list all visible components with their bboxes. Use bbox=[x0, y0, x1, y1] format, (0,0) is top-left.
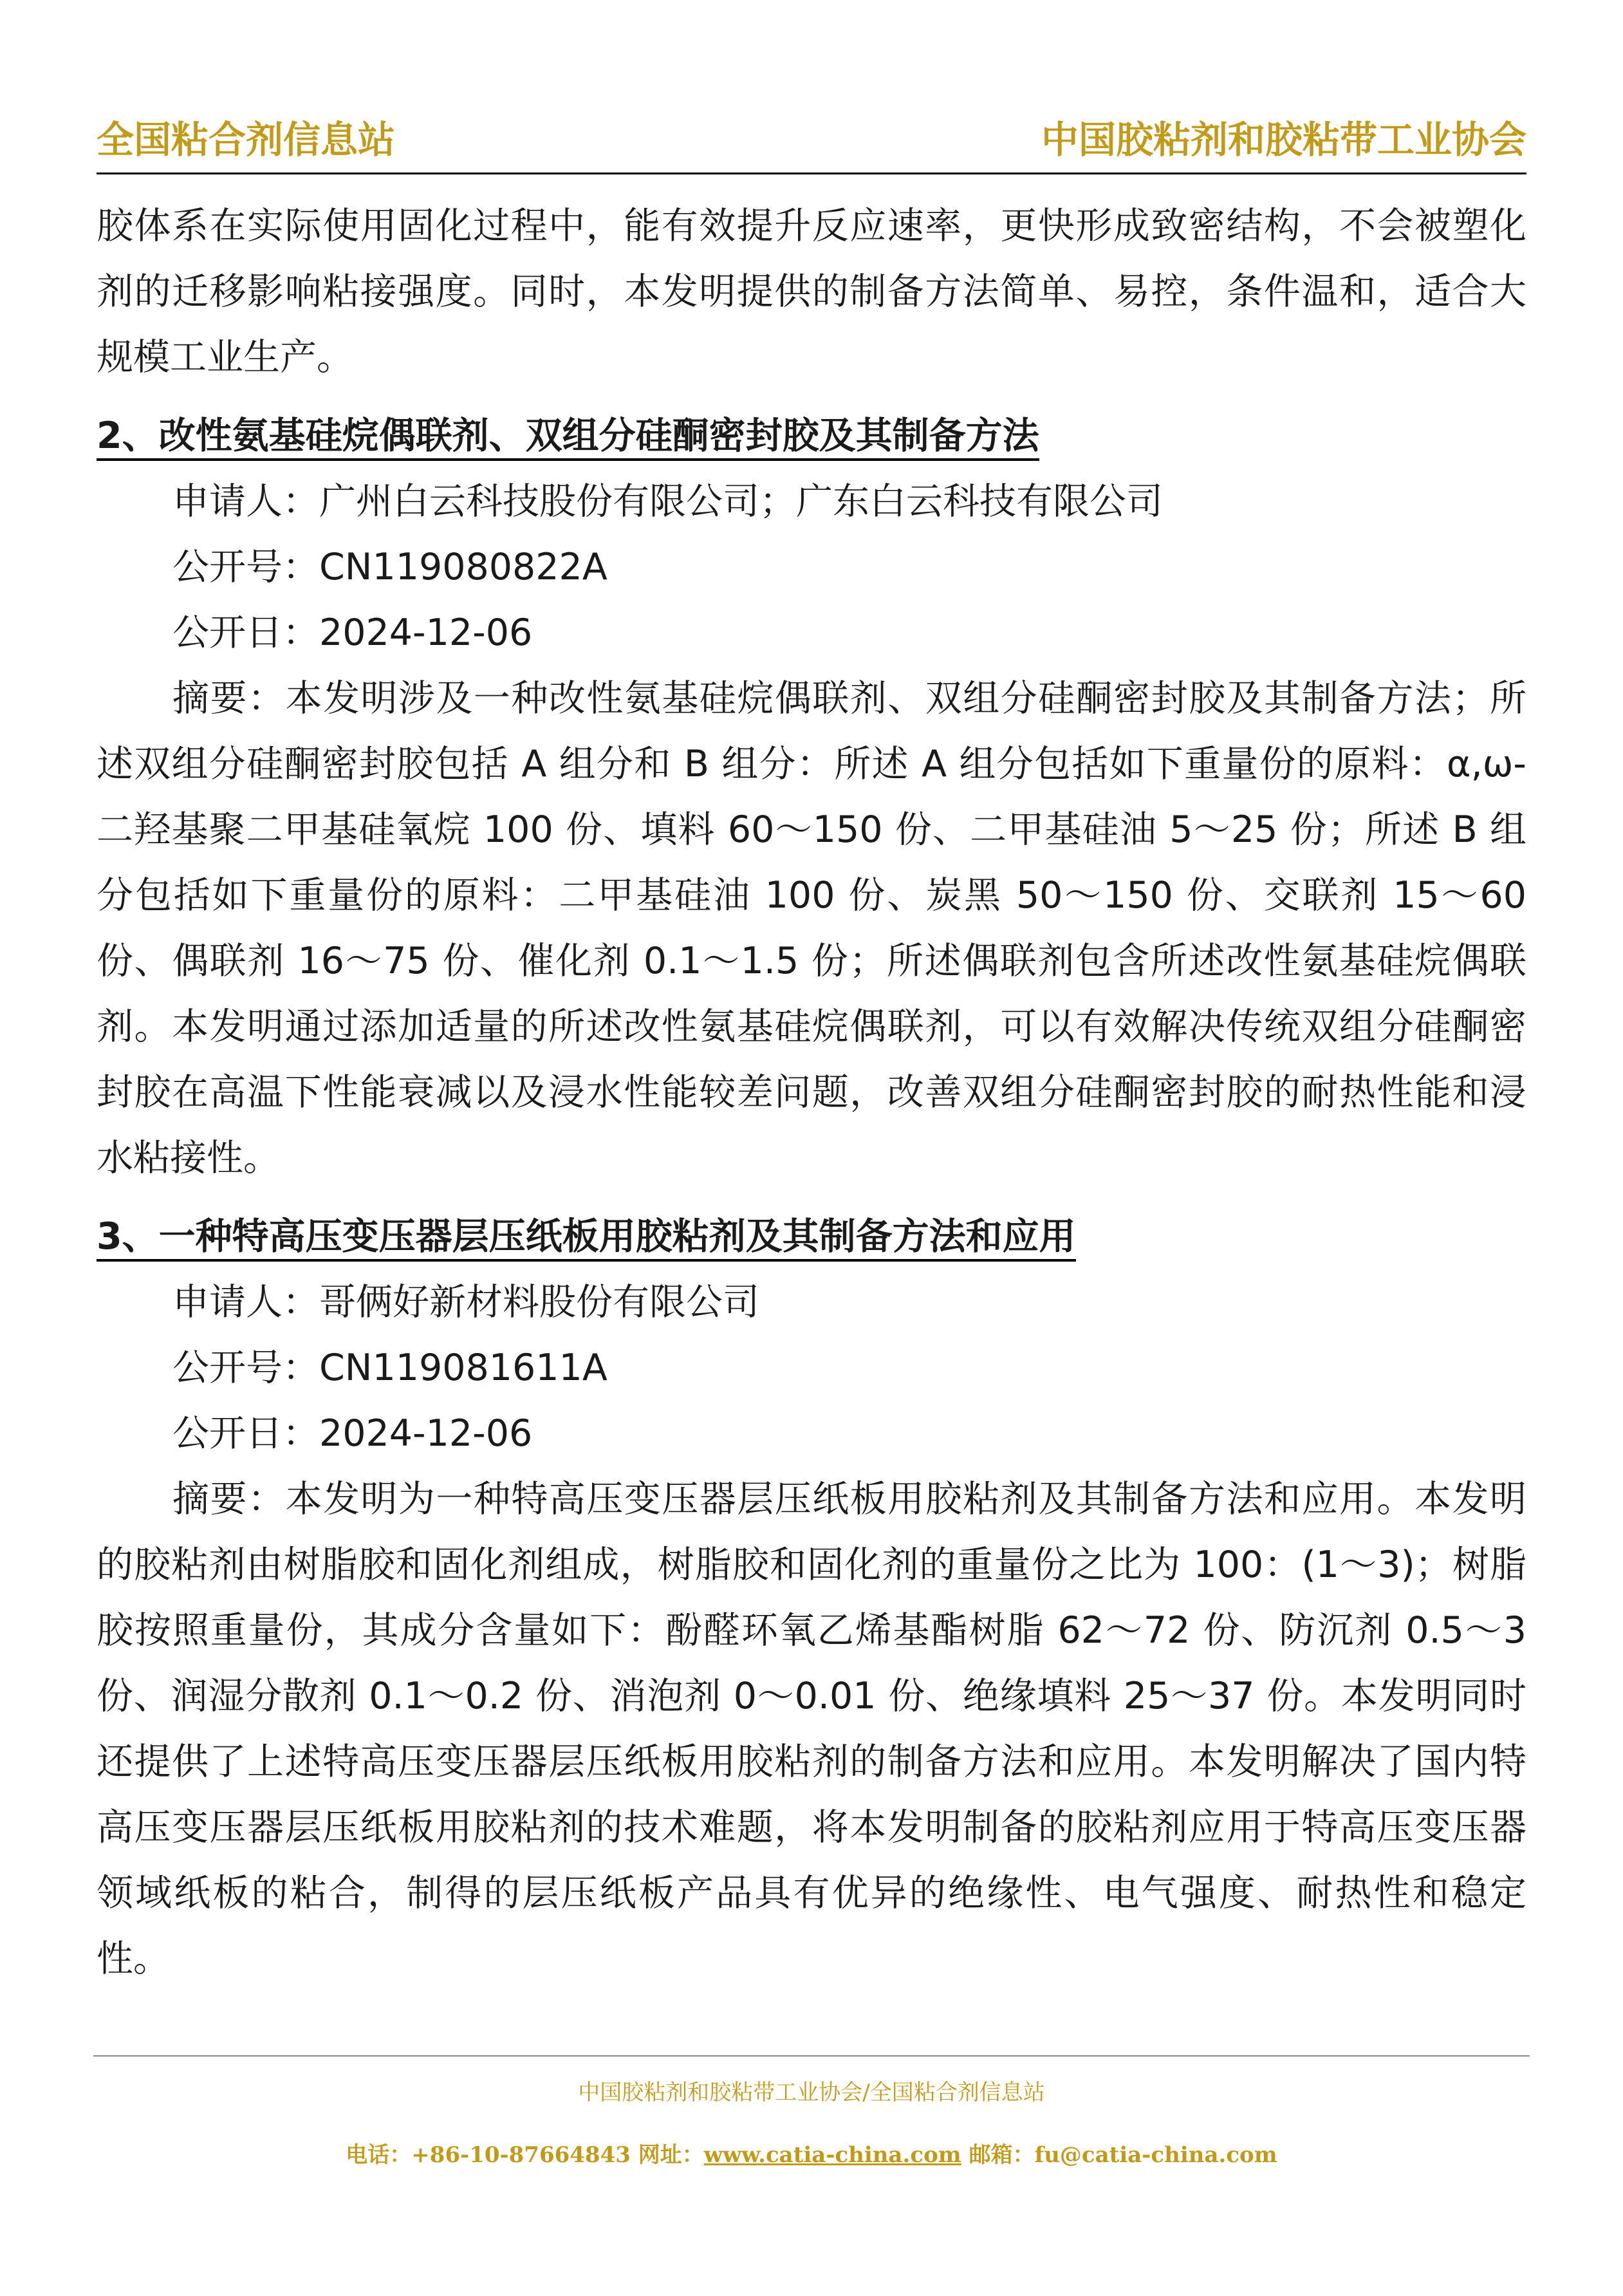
patent-title: 2、改性氨基硅烷偶联剂、双组分硅酮密封胶及其制备方法 bbox=[97, 403, 1526, 469]
footer-organization: 中国胶粘剂和胶粘带工业协会/全国粘合剂信息站 bbox=[578, 2080, 1045, 2105]
patent-publication-date: 公开日：2024-12-06 bbox=[172, 1412, 533, 1455]
page-footer bbox=[93, 2055, 1530, 2169]
page-header bbox=[97, 108, 1526, 174]
patent-entry bbox=[97, 403, 1526, 1191]
patent-applicant: 申请人：哥俩好新材料股份有限公司 bbox=[172, 1281, 759, 1323]
patent-publication-date: 公开日：2024-12-06 bbox=[172, 611, 533, 654]
patent-abstract: 摘要：本发明涉及一种改性氨基硅烷偶联剂、双组分硅酮密封胶及其制备方法；所述双组分硅酮密封胶包括 A 组分和 B 组分：所述 A 组分包括如下重量份的原料：α,ω-二羟基聚二甲基硅氧烷 100 份、填料 60～150 份、二甲基硅油 5～25 份；所述 B 组分包括如下重量份的原料：二甲基硅油 100 份、炭黑 50～150 份、交联剂 15～60 份、偶联剂 16～75 份、催化剂 0.1～1.5 份；所述偶联剂包含所述改性氨基硅烷偶联剂。本发明通过添加适量的所述改性氨基硅烷偶联剂，可以有效解决传统双组分硅酮密封胶在高温下性能衰减以及浸水性能较差问题，改善双组分硅酮密封胶的耐热性能和浸水粘接性。 bbox=[97, 677, 1526, 1179]
footer-email: 邮箱：fu@catia-china.com bbox=[961, 2142, 1277, 2168]
patent-publication-number: 公开号：CN119080822A bbox=[172, 546, 607, 588]
document-body bbox=[97, 193, 1526, 1992]
intro-paragraph: 胶体系在实际使用固化过程中，能有效提升反应速率，更快形成致密结构，不会被塑化剂的迁移影响粘接强度。同时，本发明提供的制备方法简单、易控，条件温和，适合大规模工业生产。 bbox=[97, 205, 1526, 378]
header-association-name: 中国胶粘剂和胶粘带工业协会 bbox=[1041, 118, 1526, 162]
patent-abstract: 摘要：本发明为一种特高压变压器层压纸板用胶粘剂及其制备方法和应用。本发明的胶粘剂由树脂胶和固化剂组成，树脂胶和固化剂的重量份之比为 100：(1～3)；树脂胶按照重量份，其成分含量如下：酚醛环氧乙烯基酯树脂 62～72 份、防沉剂 0.5～3 份、润湿分散剂 0.1～0.2 份、消泡剂 0～0.01 份、绝缘填料 25～37 份。本发明同时还提供了上述特高压变压器层压纸板用胶粘剂的制备方法和应用。本发明解决了国内特高压变压器层压纸板用胶粘剂的技术难题，将本发明制备的胶粘剂应用于特高压变压器领域纸板的粘合，制得的层压纸板产品具有优异的绝缘性、电气强度、耐热性和稳定性。 bbox=[97, 1478, 1526, 1980]
patent-applicant: 申请人：广州白云科技股份有限公司；广东白云科技有限公司 bbox=[172, 480, 1163, 523]
patent-entry bbox=[97, 1204, 1526, 1992]
header-site-name: 全国粘合剂信息站 bbox=[97, 118, 396, 162]
footer-contact bbox=[93, 2137, 1530, 2169]
footer-website-link[interactable]: www.catia-china.com bbox=[703, 2142, 961, 2168]
patent-publication-number: 公开号：CN119081611A bbox=[172, 1347, 607, 1389]
patent-title: 3、一种特高压变压器层压纸板用胶粘剂及其制备方法和应用 bbox=[97, 1204, 1526, 1269]
footer-phone: 电话：+86-10-87664843 网址： bbox=[346, 2142, 704, 2168]
